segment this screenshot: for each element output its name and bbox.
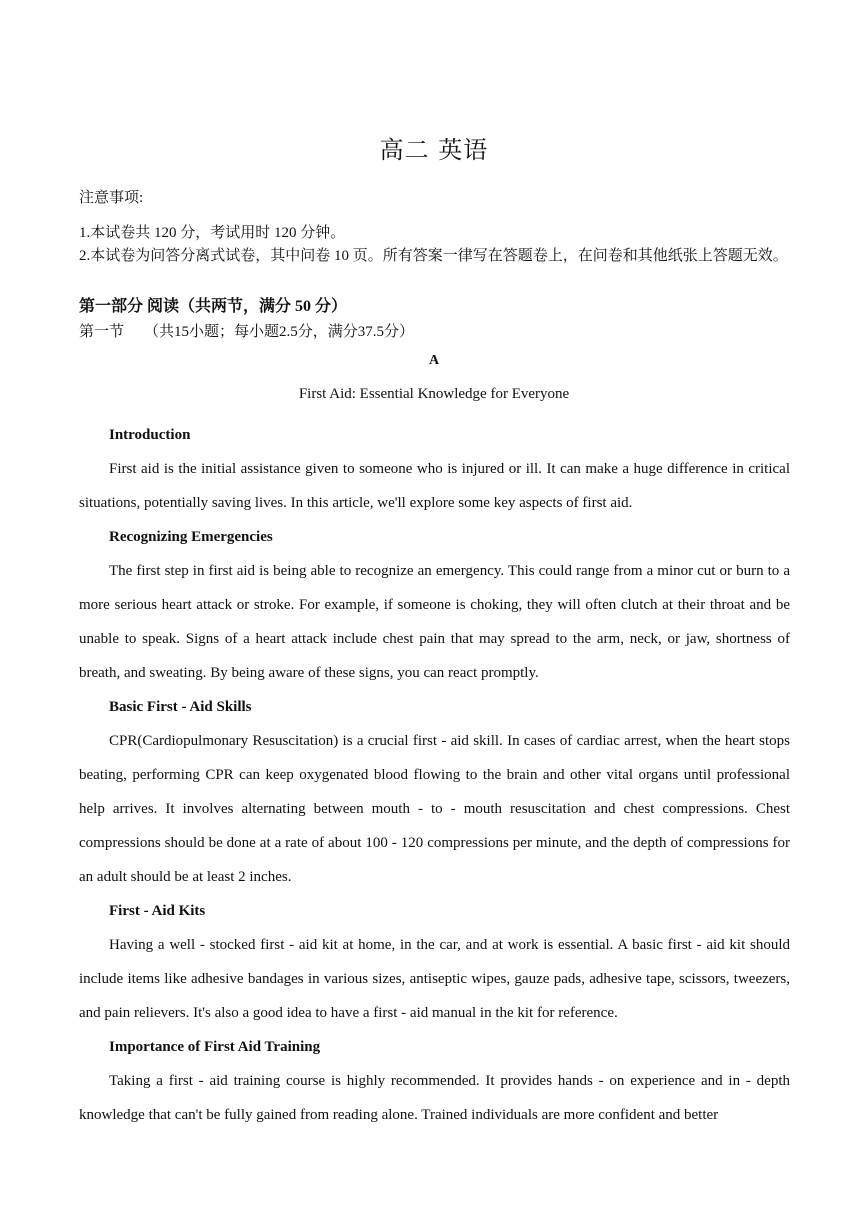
paragraph-introduction: First aid is the initial assistance given to someone who is injured or ill. It can make a huge difference in critical situations, potentially saving lives. In this article, we'll explore some key aspects of first aid. bbox=[79, 461, 790, 511]
section-heading-introduction: Introduction bbox=[109, 427, 191, 443]
part-heading: 第一部分 阅读（共两节，满分 50 分） bbox=[79, 298, 348, 315]
passage-body bbox=[79, 418, 790, 1132]
section-heading-basic-skills: Basic First - Aid Skills bbox=[109, 699, 252, 715]
notice-item-2: 2.本试卷为问答分离式试卷，其中问卷 10 页。所有答案一律写在答题卷上，在问卷和其他纸张上答题无效。 bbox=[79, 248, 788, 264]
notice-item-1: 1.本试卷共 120 分，考试用时 120 分钟。 bbox=[79, 225, 346, 241]
section-description: （共15小题；每小题2.5分，满分37.5分） bbox=[144, 324, 415, 340]
notice-heading: 注意事项: bbox=[79, 190, 144, 206]
section-heading-first-aid-kits: First - Aid Kits bbox=[109, 903, 206, 919]
section-name: 第一节 bbox=[79, 324, 125, 340]
section-heading-recognizing-emergencies: Recognizing Emergencies bbox=[109, 529, 273, 545]
paragraph-basic-skills: CPR(Cardiopulmonary Resuscitation) is a crucial first - aid skill. In cases of cardiac arrest, when the heart stops beating, performing CPR can keep oxygenated blood flowing to the brain and other vital organs until professional help arrives. It involves alternating between mouth - to - mouth resuscitation and chest compressions. Chest compressions should be done at a rate of about 100 - 120 compressions per minute, and the depth of compressions for an adult should be at least 2 inches. bbox=[79, 733, 790, 885]
paragraph-training: Taking a first - aid training course is highly recommended. It provides hands - on experience and in - depth knowledge that can't be fully gained from reading alone. Trained individuals are more confident and better bbox=[79, 1073, 790, 1123]
paragraph-recognizing-emergencies: The first step in first aid is being able to recognize an emergency. This could range from a minor cut or burn to a more serious heart attack or stroke. For example, if someone is choking, they will often clutch at their throat and be unable to speak. Signs of a heart attack include chest pain that may spread to the arm, neck, or jaw, shortness of breath, and sweating. By being aware of these signs, you can react promptly. bbox=[79, 563, 790, 681]
section-line bbox=[79, 320, 414, 341]
passage-title: First Aid: Essential Knowledge for Everyone bbox=[298, 386, 570, 402]
paragraph-first-aid-kits: Having a well - stocked first - aid kit at home, in the car, and at work is essential. A basic first - aid kit should include items like adhesive bandages in various sizes, antiseptic wipes, gauze pads, adhesive tape, scissors, tweezers, and pain relievers. It's also a good idea to have a first - aid manual in the kit for reference. bbox=[79, 937, 790, 1021]
section-heading-training: Importance of First Aid Training bbox=[109, 1039, 321, 1055]
exam-title: 高二 英语 bbox=[379, 136, 489, 164]
passage-label: A bbox=[428, 353, 440, 368]
